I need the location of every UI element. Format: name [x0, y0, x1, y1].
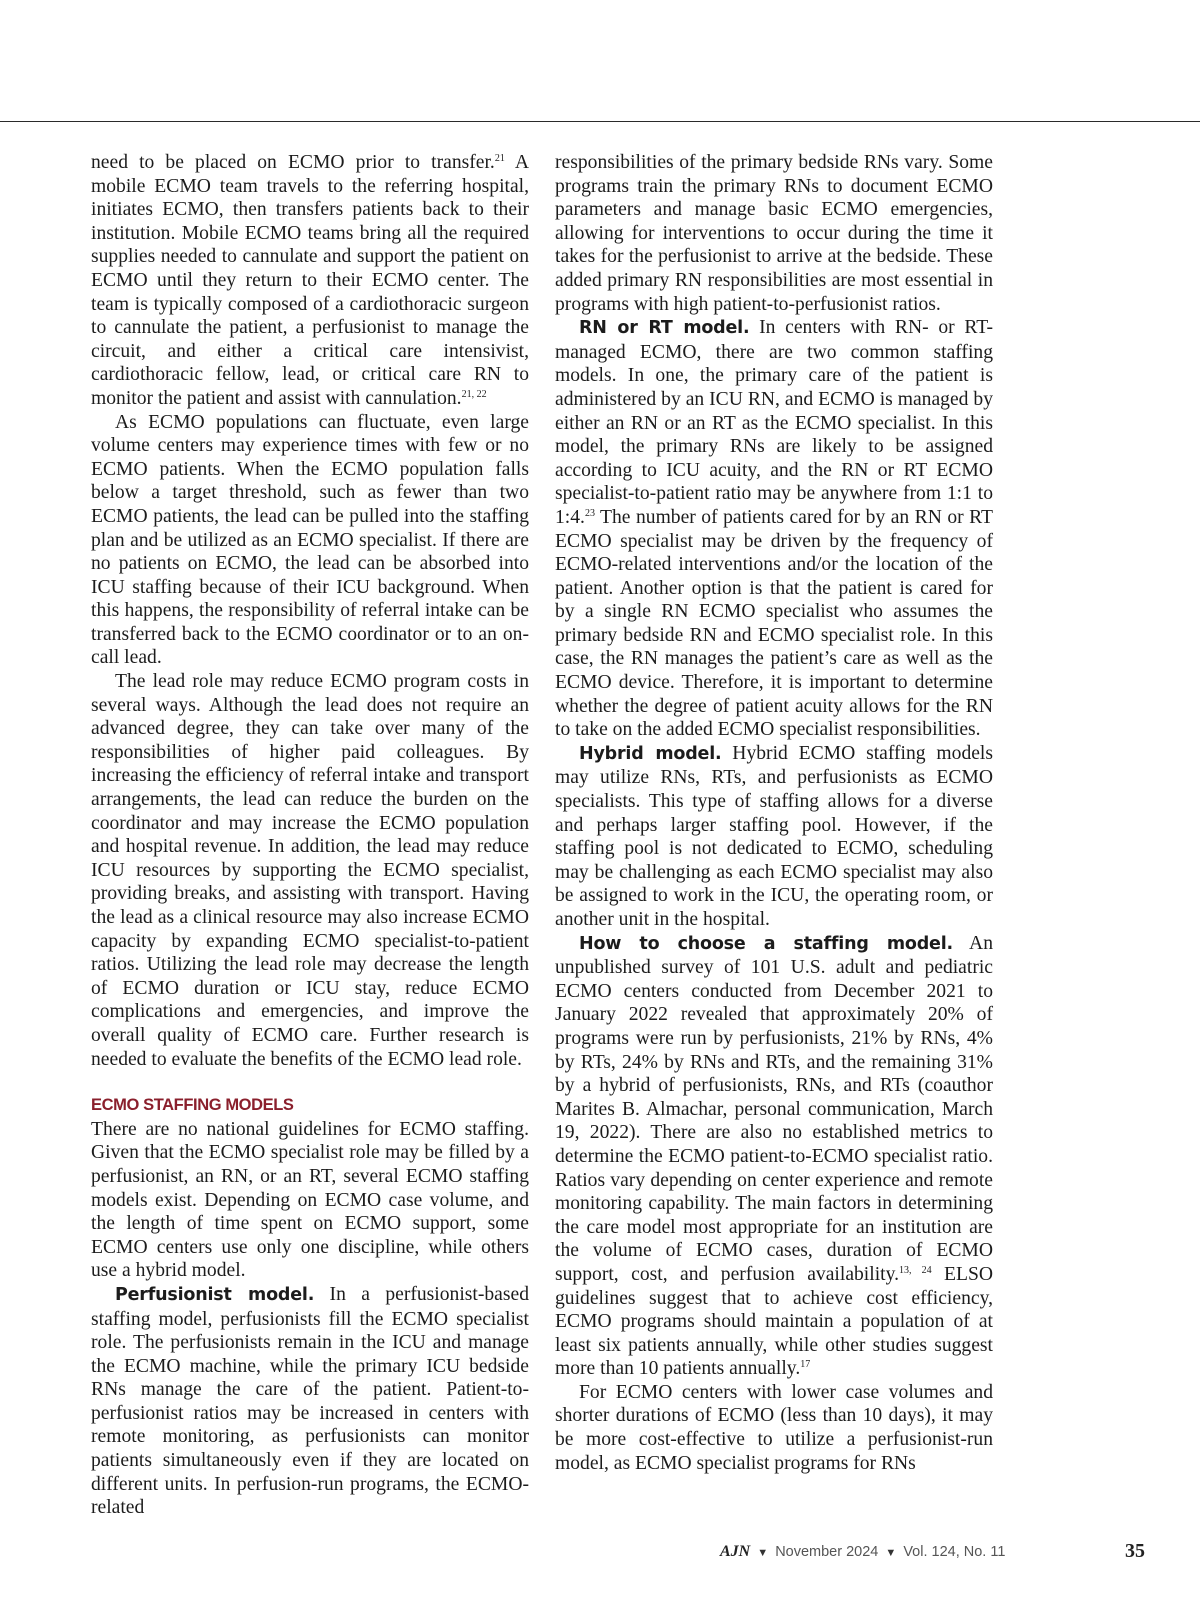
left-paragraph-4: There are no national guidelines for ECMO staffing. Given that the ECMO specialist role may be filled by a perfusionist, an RN, or an RT, several ECMO staffing models exist. Depending on ECMO case volume, and the length of time spent on ECMO support, some ECMO centers use only one discipline, while others use a hybrid model. — [91, 1118, 529, 1282]
triangle-separator-icon: ▼ — [757, 1547, 769, 1559]
citation-ref: 13, 24 — [899, 1264, 932, 1276]
right-paragraph-rn-rt-model: RN or RT model. In centers with RN- or RT-managed ECMO, there are two common staffing models. In one, the primary care of the patient is administered by an ICU RN, and ECMO is managed by either an RN or an RT as the ECMO specialist. In this model, the primary RNs are likely to be assigned according to ICU acuity, and the RN or RT ECMO specialist-to-patient ratio may be anywhere from 1:1 to 1:4.23 The number of patients cared for by an RN or RT ECMO specialist may be driven by the frequency of ECMO-related interventions and/or the location of the patient. Another option is that the patient is cared for by a single RN ECMO specialist who assumes the primary bedside RN and ECMO specialist role. In this case, the RN manages the patient’s care as well as the ECMO device. Therefore, it is important to determine whether the degree of patient acuity allows for the RN to take on the added ECMO specialist responsibilities. — [555, 317, 993, 741]
run-in-heading: RN or RT model. — [579, 318, 750, 339]
run-in-heading: How to choose a staffing model. — [579, 933, 953, 954]
volume-issue: Vol. 124, No. 11 — [903, 1544, 1006, 1560]
right-paragraph-how-to-choose: How to choose a staffing model. An unpublished survey of 101 U.S. adult and pediatric ECMO centers conducted from December 2021 to January 2022 revealed that approximately 20% of programs were run by perfusionists, 21% by RNs, 4% by RTs, 24% by RNs and RTs, and the remaining 31% by a hybrid of perfusionists, RNs, and RTs (coauthor Marites B. Almachar, personal communication, March 19, 2022). There are also no established metrics to determine the ECMO patient-to-ECMO specialist ratio. Ratios vary depending on center experience and remote monitoring capability. The main factors in determining the care model most appropriate for an institution are the volume of ECMO cases, duration of ECMO support, cost, and perfusion availability.$^{13, 24}$ ELSO guidelines suggest that to achieve cost efficiency, ECMO programs should maintain a population of at least six patients annually, while other studies suggest more than 10 patients annually.$^{17}$ — [555, 932, 994, 1380]
journal-name: AJN — [720, 1543, 751, 1560]
citation-ref: 23 — [584, 507, 595, 519]
left-paragraph-1: need to be placed on ECMO prior to transfer.$^{21}$ A mobile ECMO team travels to the referring hospital, initiates ECMO, then transfers patients back to their institution. Mobile ECMO teams bring all the required supplies needed to cannulate and support the patient on ECMO until they return to their ECMO center. The team is typically composed of a cardiothoracic surgeon to cannulate the patient, a perfusionist to manage the circuit, and either a critical care intensivist, cardiothoracic fellow, lead, or critical care RN to monitor the patient and assist with cannulation.$^{21, 22}$ — [91, 152, 530, 409]
run-in-heading: Perfusionist model. — [115, 1284, 315, 1305]
page-number: 35 — [1125, 1540, 1145, 1562]
left-column — [91, 151, 529, 1520]
right-paragraph-1: responsibilities of the primary bedside RNs vary. Some programs train the primary RNs to document ECMO parameters and manage basic ECMO emergencies, allowing for interventions to occur during the time it takes for the perfusionist to arrive at the bedside. These added primary RN responsibilities are most essential in programs with high patient-to-perfusionist ratios. — [555, 152, 993, 315]
page-footer — [720, 1540, 1145, 1567]
citation-ref: 21 — [494, 153, 505, 164]
left-paragraph-perfusionist-model: Perfusionist model. In a perfusionist-based staffing model, perfusionists fill the ECMO specialist role. The perfusionists remain in the ICU and manage the ECMO machine, while the primary ICU bedside RNs manage the care of the patient. Patient-to-perfusionist ratios may be increased in centers with remote monitoring, as perfusionists can monitor patients simultaneously even if they are located on different units. In perfusion-run programs, the ECMO-related — [91, 1283, 529, 1519]
left-paragraph-2: As ECMO populations can fluctuate, even large volume centers may experience times with few or no ECMO patients. When the ECMO population falls below a target threshold, such as fewer than two ECMO patients, the lead can be pulled into the staffing plan and be utilized as an ECMO specialist. If there are no patients on ECMO, the lead can be absorbed into ICU staffing because of their ICU background. When this happens, the responsibility of referral intake can be transferred back to the ECMO coordinator or to an on-call lead. — [91, 411, 529, 669]
left-paragraph-3: The lead role may reduce ECMO program costs in several ways. Although the lead does not require an advanced degree, they can take over many of the responsibilities of higher paid colleagues. By increasing the efficiency of referral intake and transport arrangements, the lead can reduce the burden on the coordinator and may increase the ECMO population and hospital revenue. In addition, the lead may reduce ICU resources by supporting the ECMO specialist, providing breaks, and assisting with transport. Having the lead as a clinical resource may also increase ECMO capacity by expanding ECMO specialist-to-patient ratios. Utilizing the lead role may decrease the length of ECMO duration or ICU stay, reduce ECMO complications and emergencies, and improve the overall quality of ECMO care. Further research is needed to evaluate the benefits of the ECMO lead role. — [91, 671, 529, 1070]
citation-ref: 21, 22 — [461, 388, 487, 400]
issue-date: November 2024 — [775, 1544, 879, 1560]
right-paragraph-hybrid-model: Hybrid model. Hybrid ECMO staffing models may utilize RNs, RTs, and perfusionists as ECMO specialists. This type of staffing allows for a diverse and perhaps larger staffing pool. However, if the staffing pool is not dedicated to ECMO, scheduling may be challenging as each ECMO specialist may also be assigned to work in the ICU, the operating room, or another unit in the hospital. — [555, 742, 994, 930]
right-paragraph-5: For ECMO centers with lower case volumes and shorter durations of ECMO (less than 10 days), it may be more cost-effective to utilize a perfusionist-run model, as ECMO specialist programs for RNs — [555, 1381, 993, 1474]
section-heading-ecmo-staffing-models: ECMO STAFFING MODELS — [91, 1096, 294, 1115]
triangle-separator-icon: ▼ — [885, 1547, 897, 1559]
header-rule — [0, 121, 1200, 122]
right-column — [555, 151, 993, 1475]
run-in-heading: Hybrid model. — [579, 743, 722, 764]
citation-ref: 17 — [800, 1359, 811, 1371]
